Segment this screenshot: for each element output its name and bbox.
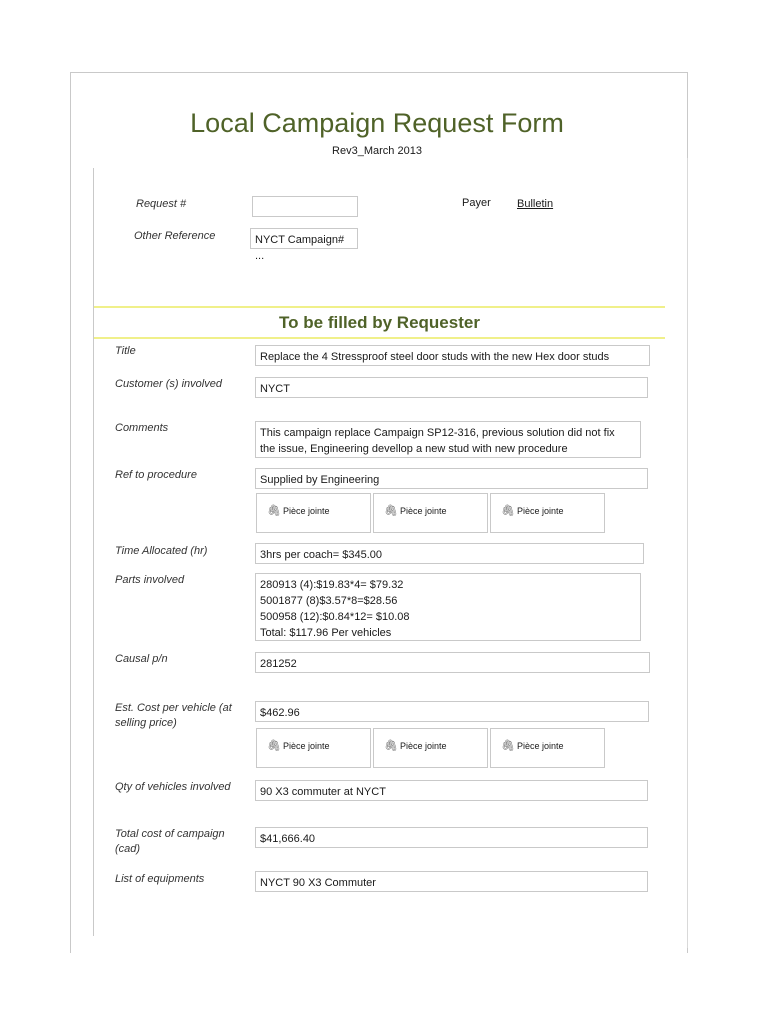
customer-label: Customer (s) involved	[115, 378, 222, 390]
parts-involved-label: Parts involved	[115, 574, 185, 586]
parts-line: Total: $117.96 Per vehicles	[260, 627, 392, 639]
total-cost-label-line: Total cost of campaign	[115, 828, 225, 840]
est-cost-field[interactable]: $462.96	[255, 701, 649, 722]
attachment-label: Pièce jointe	[400, 506, 447, 516]
attachment-button[interactable]	[256, 728, 371, 768]
qty-vehicles-field[interactable]: 90 X3 commuter at NYCT	[255, 780, 648, 801]
parts-line: 280913 (4):$19.83*4= $79.32	[260, 579, 404, 591]
attachment-button[interactable]	[490, 728, 605, 768]
time-allocated-label: Time Allocated (hr)	[115, 545, 208, 557]
payer-value[interactable]: Bulletin	[517, 198, 554, 210]
inner-border-right	[687, 158, 688, 948]
paperclip-icon: 🖇	[384, 505, 398, 517]
form-title: Local Campaign Request Form	[190, 108, 564, 138]
procedure-ref-field[interactable]: Supplied by Engineering	[255, 468, 648, 489]
paperclip-icon: 🖇	[501, 505, 515, 517]
attachment-label: Pièce jointe	[517, 506, 564, 516]
equipments-label: List of equipments	[115, 873, 205, 885]
qty-vehicles-label: Qty of vehicles involved	[115, 781, 231, 793]
comments-field[interactable]	[255, 421, 641, 458]
other-reference-field[interactable]: NYCT Campaign# ...	[250, 228, 358, 249]
parts-involved-field[interactable]	[255, 573, 641, 641]
attachment-button[interactable]	[373, 728, 488, 768]
request-number-label: Request #	[136, 198, 187, 210]
attachment-label: Pièce jointe	[283, 506, 330, 516]
attachment-button[interactable]	[373, 493, 488, 533]
section-divider-top	[94, 306, 665, 308]
payer-label: Payer	[462, 197, 491, 209]
parts-line: 500958 (12):$0.84*12= $10.08	[260, 611, 410, 623]
title-label: Title	[115, 345, 136, 357]
customer-field[interactable]: NYCT	[255, 377, 648, 398]
paperclip-icon: 🖇	[267, 505, 281, 517]
attachment-button[interactable]	[490, 493, 605, 533]
paperclip-icon: 🖇	[501, 740, 515, 752]
request-number-field[interactable]	[252, 196, 358, 217]
time-allocated-field[interactable]: 3hrs per coach= $345.00	[255, 543, 644, 564]
comments-line: This campaign replace Campaign SP12-316, previous solution did not fix	[260, 427, 615, 439]
parts-line: 5001877 (8)$3.57*8=$28.56	[260, 595, 398, 607]
section-divider-bottom	[94, 337, 665, 339]
attachment-button[interactable]	[256, 493, 371, 533]
attachment-label: Pièce jointe	[517, 741, 564, 751]
attachment-label: Pièce jointe	[400, 741, 447, 751]
total-cost-label	[115, 827, 225, 857]
est-cost-label	[115, 701, 232, 731]
inner-border-left	[93, 168, 94, 936]
paperclip-icon: 🖇	[267, 740, 281, 752]
other-reference-label: Other Reference	[134, 230, 216, 242]
causal-pn-label: Causal p/n	[115, 653, 168, 665]
comments-label: Comments	[115, 422, 169, 434]
form-revision: Rev3_March 2013	[332, 145, 422, 157]
causal-pn-field[interactable]: 281252	[255, 652, 650, 673]
est-cost-label-line: selling price)	[115, 717, 177, 729]
est-cost-label-line: Est. Cost per vehicle (at	[115, 702, 232, 714]
equipments-field[interactable]: NYCT 90 X3 Commuter	[255, 871, 648, 892]
paperclip-icon: 🖇	[384, 740, 398, 752]
procedure-ref-label: Ref to procedure	[115, 469, 197, 481]
attachment-label: Pièce jointe	[283, 741, 330, 751]
section-heading: To be filled by Requester	[279, 313, 480, 332]
title-field[interactable]: Replace the 4 Stressproof steel door studs with the new Hex door studs	[255, 345, 650, 366]
comments-line: the issue, Engineering devellop a new stud with new procedure	[260, 443, 568, 455]
total-cost-field[interactable]: $41,666.40	[255, 827, 648, 848]
total-cost-label-line: (cad)	[115, 843, 141, 855]
